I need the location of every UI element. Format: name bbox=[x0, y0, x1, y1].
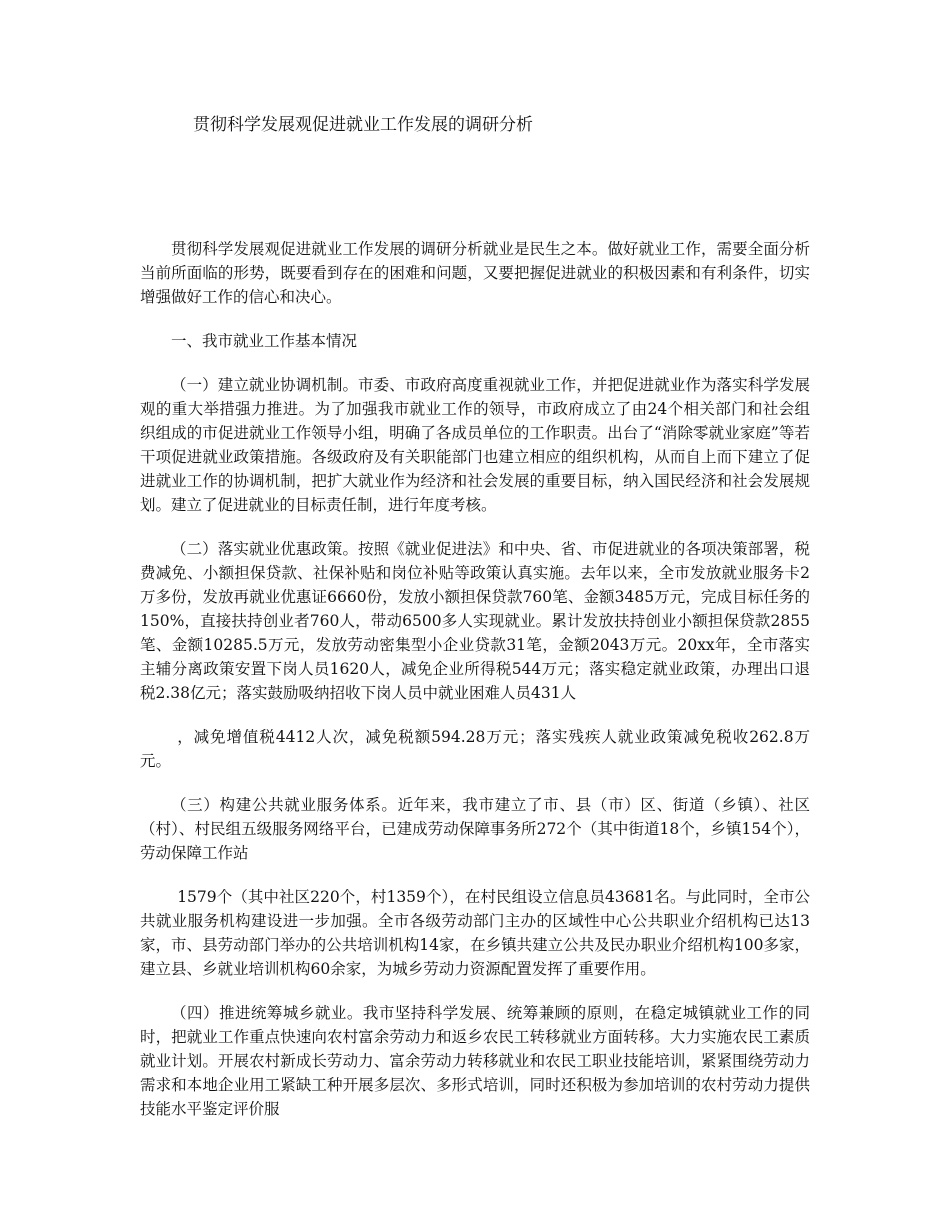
intro-paragraph: 贯彻科学发展观促进就业工作发展的调研分析就业是民生之本。做好就业工作，需要全面分析当前所面临的形势，既要看到存在的困难和问题，又要把握促进就业的积极因素和有利条件，切实增强做好工作的信心和决心。 bbox=[140, 240, 810, 306]
body-paragraph-coordination: （一）建立就业协调机制。市委、市政府高度重视就业工作，并把促进就业作为落实科学发展观的重大举措强力推进。为了加强我市就业工作的领导，市政府成立了由24个相关部门和社会组织组成的市促进就业工作领导小组，明确了各成员单位的工作职责。出台了“消除零就业家庭”等若干项促进就业政策措施。各级政府及有关职能部门也建立相应的组织机构，从而自上而下建立了促进就业工作的协调机制，把扩大就业作为经济和社会发展的重要目标，纳入国民经济和社会发展规划。建立了促进就业的目标责任制，进行年度考核。 bbox=[140, 376, 810, 514]
body-paragraph-policies-continued: ，减免增值税4412人次，减免税额594.28万元；落实残疾人就业政策减免税收262.8万元。 bbox=[140, 728, 810, 770]
body-paragraph-service-system-continued: 1579个（其中社区220个，村1359个），在村民组设立信息员43681名。与此同时，全市公共就业服务机构建设进一步加强。全市各级劳动部门主办的区域性中心公共职业介绍机构已达13家，市、县劳动部门举办的公共培训机构14家，在乡镇共建立公共及民办职业介绍机构100多家，建立县、乡就业培训机构60余家，为城乡劳动力资源配置发挥了重要作用。 bbox=[140, 888, 810, 978]
body-paragraph-urban-rural: （四）推进统筹城乡就业。我市坚持科学发展、统筹兼顾的原则，在稳定城镇就业工作的同时，把就业工作重点快速向农村富余劳动力和返乡农民工转移就业方面转移。大力实施农民工素质就业计划。开展农村新成长劳动力、富余劳动力转移就业和农民工职业技能培训，紧紧围绕劳动力需求和本地企业用工紧缺工种开展多层次、多形式培训，同时还积极为参加培训的农村劳动力提供技能水平鉴定评价服 bbox=[140, 1004, 810, 1118]
document-body bbox=[140, 237, 810, 1141]
document-title: 贯彻科学发展观促进就业工作发展的调研分析 bbox=[193, 115, 533, 135]
section-heading: 一、我市就业工作基本情况 bbox=[171, 332, 358, 350]
body-paragraph-service-system: （三）构建公共就业服务体系。近年来，我市建立了市、县（市）区、街道（乡镇）、社区（村）、村民组五级服务网络平台，已建成劳动保障事务所272个（其中街道18个，乡镇154个），劳动保障工作站 bbox=[140, 796, 810, 862]
body-paragraph-policies: （二）落实就业优惠政策。按照《就业促进法》和中央、省、市促进就业的各项决策部署，税费减免、小额担保贷款、社保补贴和岗位补贴等政策认真实施。去年以来，全市发放就业服务卡2万多份，发放再就业优惠证6660份，发放小额担保贷款760笔、金额3485万元，完成目标任务的150%，直接扶持创业者760人，带动6500多人实现就业。累计发放扶持创业小额担保贷款2855笔、金额10285.5万元，发放劳动密集型小企业贷款31笔，金额2043万元。20xx年，全市落实主辅分离政策安置下岗人员1620人，减免企业所得税544万元；落实稳定就业政策，办理出口退税2.38亿元；落实鼓励吸纳招收下岗人员中就业困难人员431人 bbox=[140, 540, 810, 702]
